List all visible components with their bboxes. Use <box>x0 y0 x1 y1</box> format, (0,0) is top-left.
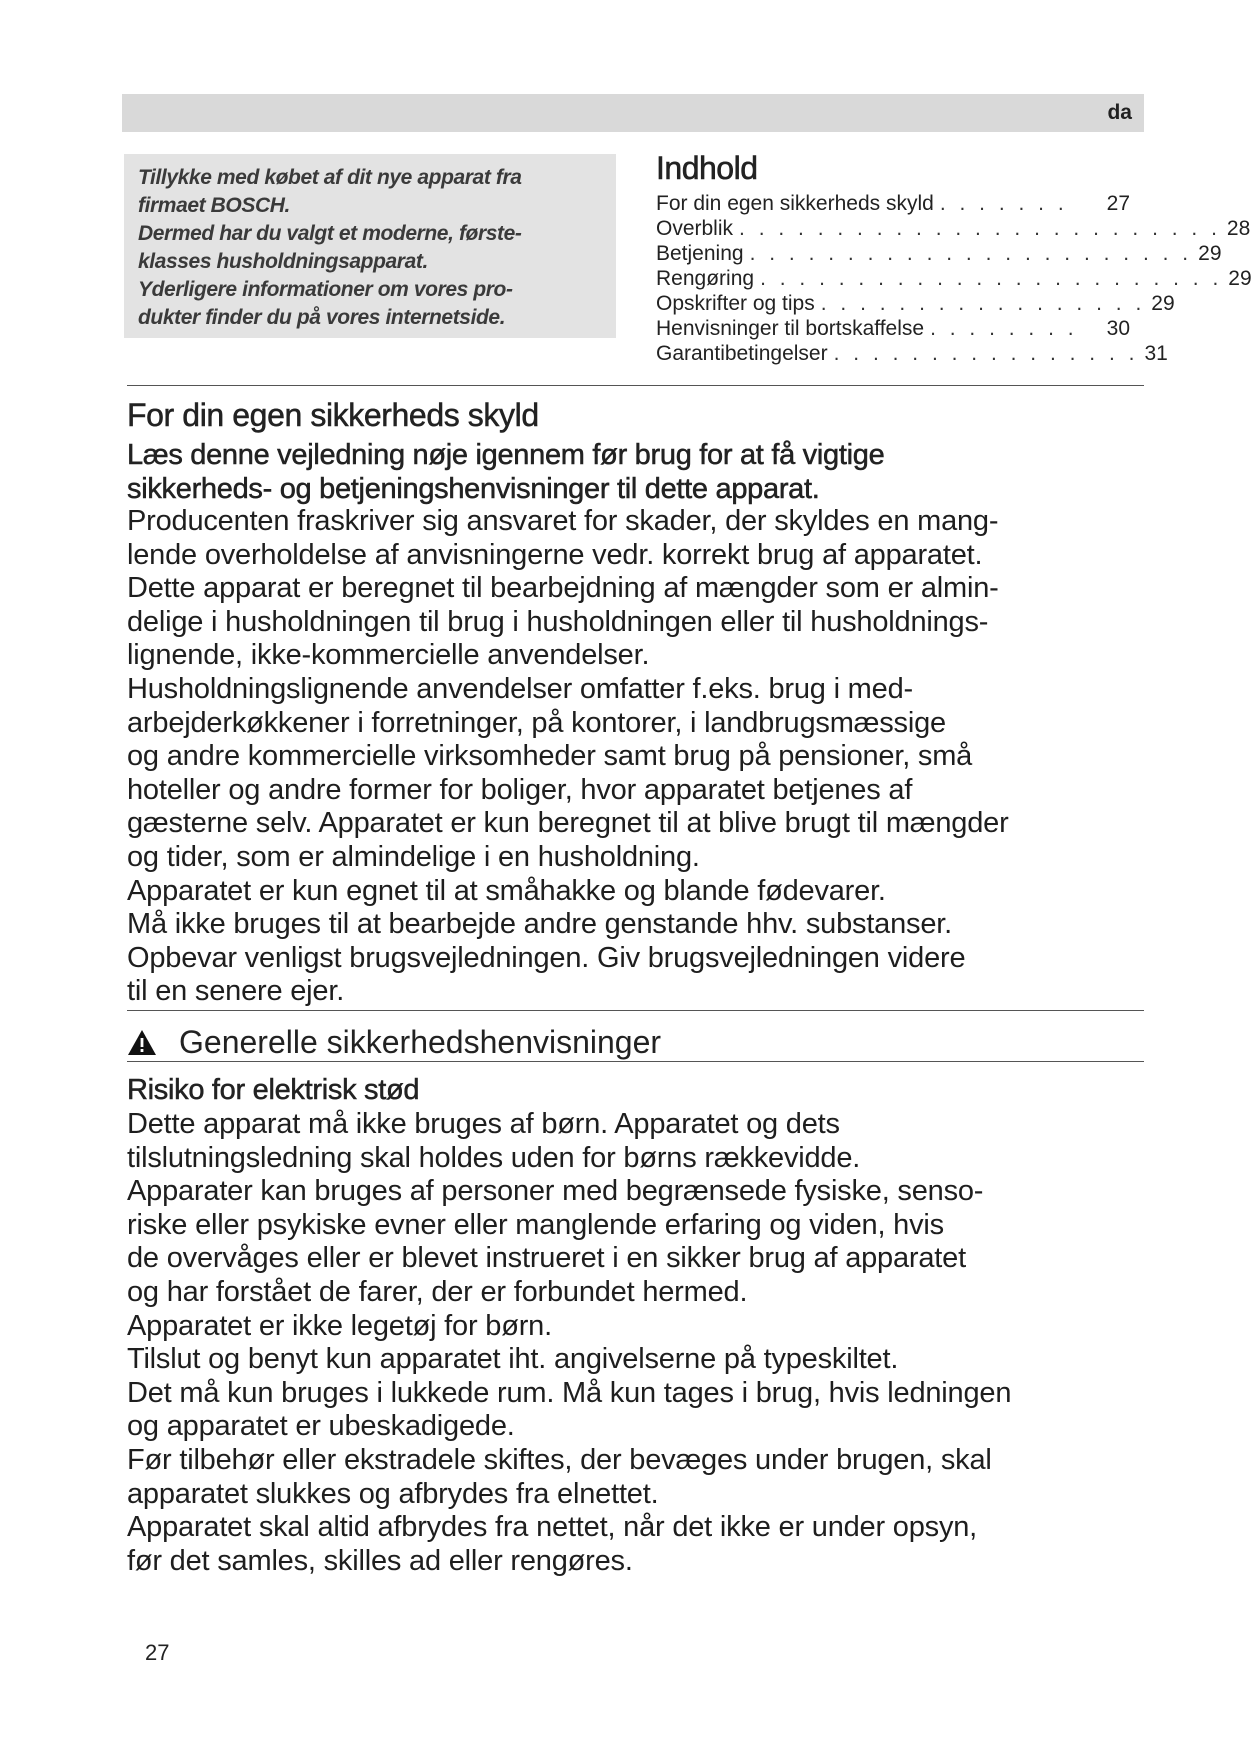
toc-entry-label: For din egen sikkerheds skyld <box>656 192 934 215</box>
table-of-contents <box>656 150 1252 366</box>
toc-entry-page: 29 <box>1151 292 1175 315</box>
intro-line: dukter finder du på vores internetside. <box>138 306 506 329</box>
body-line: Apparater kan bruges af personer med begrænsede fysiske, senso- <box>127 1175 984 1208</box>
toc-entry-page: 28 <box>1226 217 1251 240</box>
toc-entry-page: 31 <box>1144 342 1168 365</box>
body-line: Husholdningslignende anvendelser omfatter f.eks. brug i med- <box>127 672 913 705</box>
toc-entry-page: 27 <box>1106 192 1130 215</box>
toc-entry-page: 29 <box>1228 267 1252 290</box>
body-line: før det samles, skilles ad eller rengøres. <box>127 1544 633 1577</box>
intro-line: Yderligere informationer om vores pro- <box>138 278 513 301</box>
toc-entry[interactable] <box>656 341 1168 366</box>
intro-box <box>124 154 616 338</box>
toc-entry-label: Opskrifter og tips <box>656 292 815 315</box>
toc-title: Indhold <box>656 150 758 186</box>
toc-entry-leader: . . . . . . . . . . . . . . . . . . . . . . . <box>749 242 1193 265</box>
body-line: Dette apparat er beregnet til bearbejdning af mængder som er almin- <box>127 572 999 605</box>
toc-entry-leader: . . . . . . . . . . . . . . . . . <box>820 292 1146 315</box>
section-divider <box>127 1010 1144 1011</box>
page-number: 27 <box>145 1640 170 1665</box>
toc-entry-label: Overblik <box>656 217 734 240</box>
general-safety-heading <box>127 1024 661 1061</box>
toc-entry-leader: . . . . . . . . . . . . . . . . . . . . . . . . <box>760 267 1223 290</box>
toc-entry-page: 29 <box>1198 242 1222 265</box>
intro-line: Dermed har du valgt et moderne, første- <box>138 222 522 245</box>
toc-entry-page: 30 <box>1106 317 1130 340</box>
body-line: delige i husholdningen til brug i husholdningen eller til husholdnings- <box>127 605 989 638</box>
toc-entry-leader: . . . . . . . . . . . . . . . . <box>833 342 1139 365</box>
safety-body-text <box>127 505 1147 1009</box>
body-line: tilslutningsledning skal holdes uden for børns rækkevidde. <box>127 1141 861 1174</box>
body-line: og andre kommercielle virksomheder samt brug på pensioner, små <box>127 740 973 773</box>
safety-section-title: For din egen sikkerheds skyld <box>127 397 539 433</box>
general-safety-title: Generelle sikkerhedshenvisninger <box>179 1024 662 1060</box>
body-line: riske eller psykiske evner eller manglende erfaring og viden, hvis <box>127 1208 944 1241</box>
lead-line: sikkerheds- og betjeningshenvisninger til dette apparat. <box>127 473 820 505</box>
lead-line: Læs denne vejledning nøje igennem før brug for at få vigtige <box>127 439 885 471</box>
body-line: og apparatet er ubeskadigede. <box>127 1410 515 1443</box>
toc-entry[interactable] <box>656 216 1251 241</box>
body-line: Før tilbehør eller ekstradele skiftes, der bevæges under brugen, skal <box>127 1443 992 1476</box>
intro-line: klasses husholdningsapparat. <box>138 250 428 273</box>
toc-entry[interactable] <box>656 316 1130 341</box>
body-line: apparatet slukkes og afbrydes fra elnettet. <box>127 1477 659 1510</box>
body-line: Det må kun bruges i lukkede rum. Må kun tages i brug, hvis ledningen <box>127 1376 1012 1409</box>
electric-shock-subtitle: Risiko for elektrisk stød <box>127 1074 420 1106</box>
toc-entry[interactable] <box>656 291 1175 316</box>
general-safety-body-text <box>127 1108 1147 1578</box>
body-line: til en senere ejer. <box>127 975 345 1008</box>
body-line: Opbevar venligst brugsvejledningen. Giv brugsvejledningen videre <box>127 941 966 974</box>
toc-entry-label: Betjening <box>656 242 744 265</box>
toc-entry-leader: . . . . . . . . <box>930 317 1078 340</box>
toc-entry-label: Henvisninger til bortskaffelse <box>656 317 925 340</box>
body-line: Apparatet er ikke legetøj for børn. <box>127 1309 552 1342</box>
body-line: Dette apparat må ikke bruges af børn. Apparatet og dets <box>127 1108 840 1140</box>
warning-triangle-icon <box>127 1029 157 1056</box>
intro-line: firmaet BOSCH. <box>138 194 290 217</box>
toc-entry-label: Garantibetingelser <box>656 342 828 365</box>
section-divider <box>127 385 1144 386</box>
body-line: Apparatet skal altid afbrydes fra nettet, når det ikke er under opsyn, <box>127 1511 978 1544</box>
section-divider <box>127 1061 1144 1062</box>
body-line: lignende, ikke-kommercielle anvendelser. <box>127 639 650 672</box>
toc-entry-leader: . . . . . . . <box>939 192 1068 215</box>
language-code: da <box>1107 101 1132 124</box>
body-line: gæsterne selv. Apparatet er kun beregnet til at blive brugt til mængder <box>127 807 1009 840</box>
safety-lead-paragraph <box>127 438 1147 506</box>
body-line: arbejderkøkkener i forretninger, på kontorer, i landbrugsmæssige <box>127 706 946 739</box>
toc-entry[interactable] <box>656 191 1130 216</box>
body-line: Tilslut og benyt kun apparatet iht. angivelserne på typeskiltet. <box>127 1343 899 1376</box>
body-line: lende overholdelse af anvisningerne vedr. korrekt brug af apparatet. <box>127 538 983 571</box>
body-line: Må ikke bruges til at bearbejde andre genstande hhv. substanser. <box>127 908 952 941</box>
toc-entry-label: Rengøring <box>656 267 755 290</box>
toc-entry-leader: . . . . . . . . . . . . . . . . . . . . . . . . . <box>739 217 1221 240</box>
body-line: Producenten fraskriver sig ansvaret for skader, der skyldes en mang- <box>127 505 999 537</box>
body-line: og tider, som er almindelige i en husholdning. <box>127 840 700 873</box>
language-header-bar <box>122 94 1144 132</box>
toc-entry[interactable] <box>656 266 1252 291</box>
intro-line: Tillykke med købet af dit nye apparat fra <box>138 166 522 189</box>
toc-entry[interactable] <box>656 241 1222 266</box>
body-line: hoteller og andre former for boliger, hvor apparatet betjenes af <box>127 773 913 806</box>
body-line: Apparatet er kun egnet til at småhakke og blande fødevarer. <box>127 874 886 907</box>
body-line: de overvåges eller er blevet instrueret i en sikker brug af apparatet <box>127 1242 966 1275</box>
body-line: og har forstået de farer, der er forbundet hermed. <box>127 1275 748 1308</box>
